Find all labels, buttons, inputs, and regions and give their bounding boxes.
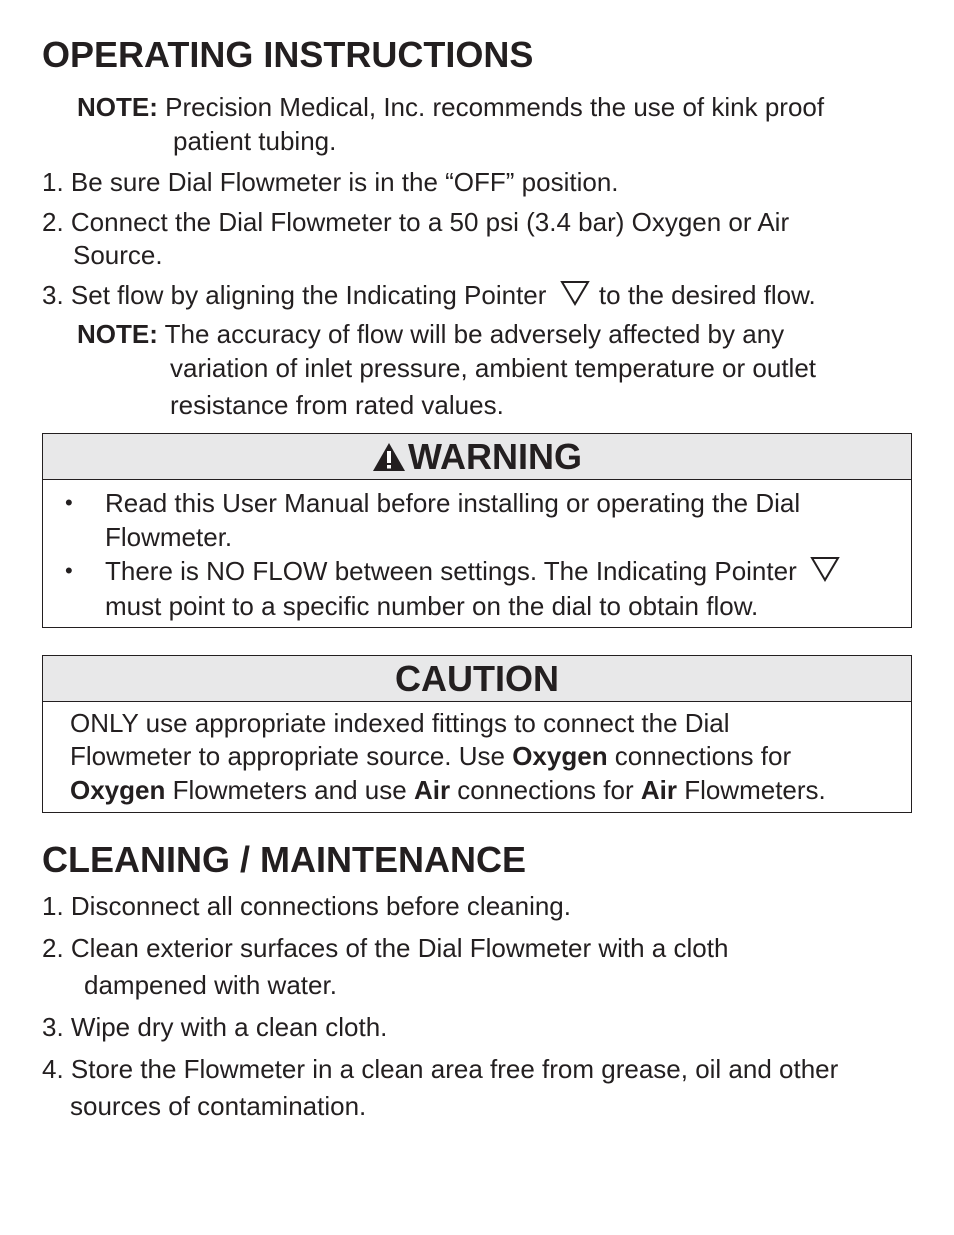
warning-item-2-line1: [105, 554, 840, 588]
warning-box: [42, 433, 912, 628]
caution-line1: ONLY use appropriate indexed fittings to connect the Dial: [70, 708, 730, 738]
warning-item-2-line2: must point to a specific number on the dial to obtain flow.: [105, 591, 759, 621]
cleaning-step-3: 3. Wipe dry with a clean cloth.: [42, 1012, 388, 1042]
warning-title: WARNING: [408, 435, 582, 477]
note2-line2: variation of inlet pressure, ambient temperature or outlet: [170, 353, 817, 383]
cleaning-title: CLEANING / MAINTENANCE: [42, 839, 526, 880]
cleaning-step-4-cont: sources of contamination.: [70, 1091, 367, 1121]
indicating-pointer-icon: [560, 280, 590, 306]
warning-triangle-icon: [372, 442, 406, 472]
caution-header: [43, 656, 911, 702]
indicating-pointer-icon: [810, 556, 840, 582]
operating-title: OPERATING INSTRUCTIONS: [42, 34, 534, 75]
note1-line2: patient tubing.: [173, 126, 337, 156]
note2-line1: [77, 317, 784, 351]
operating-step-2-cont: Source.: [73, 240, 163, 270]
warning-body: [43, 480, 911, 626]
note2-line3: resistance from rated values.: [170, 390, 504, 420]
cleaning-step-2-cont: dampened with water.: [84, 970, 337, 1000]
cleaning-step-4: 4. Store the Flowmeter in a clean area free from grease, oil and other: [42, 1054, 839, 1084]
caution-line2-a: Flowmeter to appropriate source. Use: [70, 741, 513, 771]
warning-header: [43, 434, 911, 480]
cleaning-step-2: 2. Clean exterior surfaces of the Dial Flowmeter with a cloth: [42, 933, 729, 963]
note2-label: NOTE:: [77, 319, 158, 349]
caution-line2: [70, 739, 791, 773]
operating-step-2: 2. Connect the Dial Flowmeter to a 50 psi (3.4 bar) Oxygen or Air: [42, 207, 790, 237]
caution-line3-d: connections for: [450, 775, 641, 805]
warning-bullet-2: •: [65, 558, 73, 583]
warning-item-1-line2: Flowmeter.: [105, 522, 233, 552]
operating-step-3: [42, 278, 816, 312]
caution-air-bold-2: Air: [640, 775, 677, 805]
step3-after: to the desired flow.: [598, 280, 816, 310]
warning-item-1-line1: Read this User Manual before installing or operating the Dial: [105, 488, 801, 518]
caution-line3: [70, 773, 826, 807]
note1-line1: [77, 90, 824, 124]
caution-title: CAUTION: [395, 657, 559, 699]
caution-line3-f: Flowmeters.: [676, 775, 826, 805]
caution-box: [42, 655, 912, 813]
note1-label: NOTE:: [77, 92, 158, 122]
caution-line3-b: Flowmeters and use: [165, 775, 414, 805]
note2-text: The accuracy of flow will be adversely affected by any: [164, 319, 785, 349]
caution-line2-c: connections for: [607, 741, 792, 771]
caution-oxygen-bold: Oxygen: [512, 741, 608, 771]
caution-oxygen-bold-2: Oxygen: [70, 775, 166, 805]
caution-air-bold: Air: [413, 775, 451, 805]
warning-bullet-1: •: [65, 490, 73, 515]
cleaning-step-1: 1. Disconnect all connections before cleaning.: [42, 891, 571, 921]
note1-text: Precision Medical, Inc. recommends the use of kink proof: [165, 92, 825, 122]
operating-step-1: 1. Be sure Dial Flowmeter is in the “OFF” position.: [42, 167, 619, 197]
warning-item-2-text: There is NO FLOW between settings. The Indicating Pointer: [105, 556, 797, 586]
step3-before: 3. Set flow by aligning the Indicating Pointer: [42, 280, 547, 310]
